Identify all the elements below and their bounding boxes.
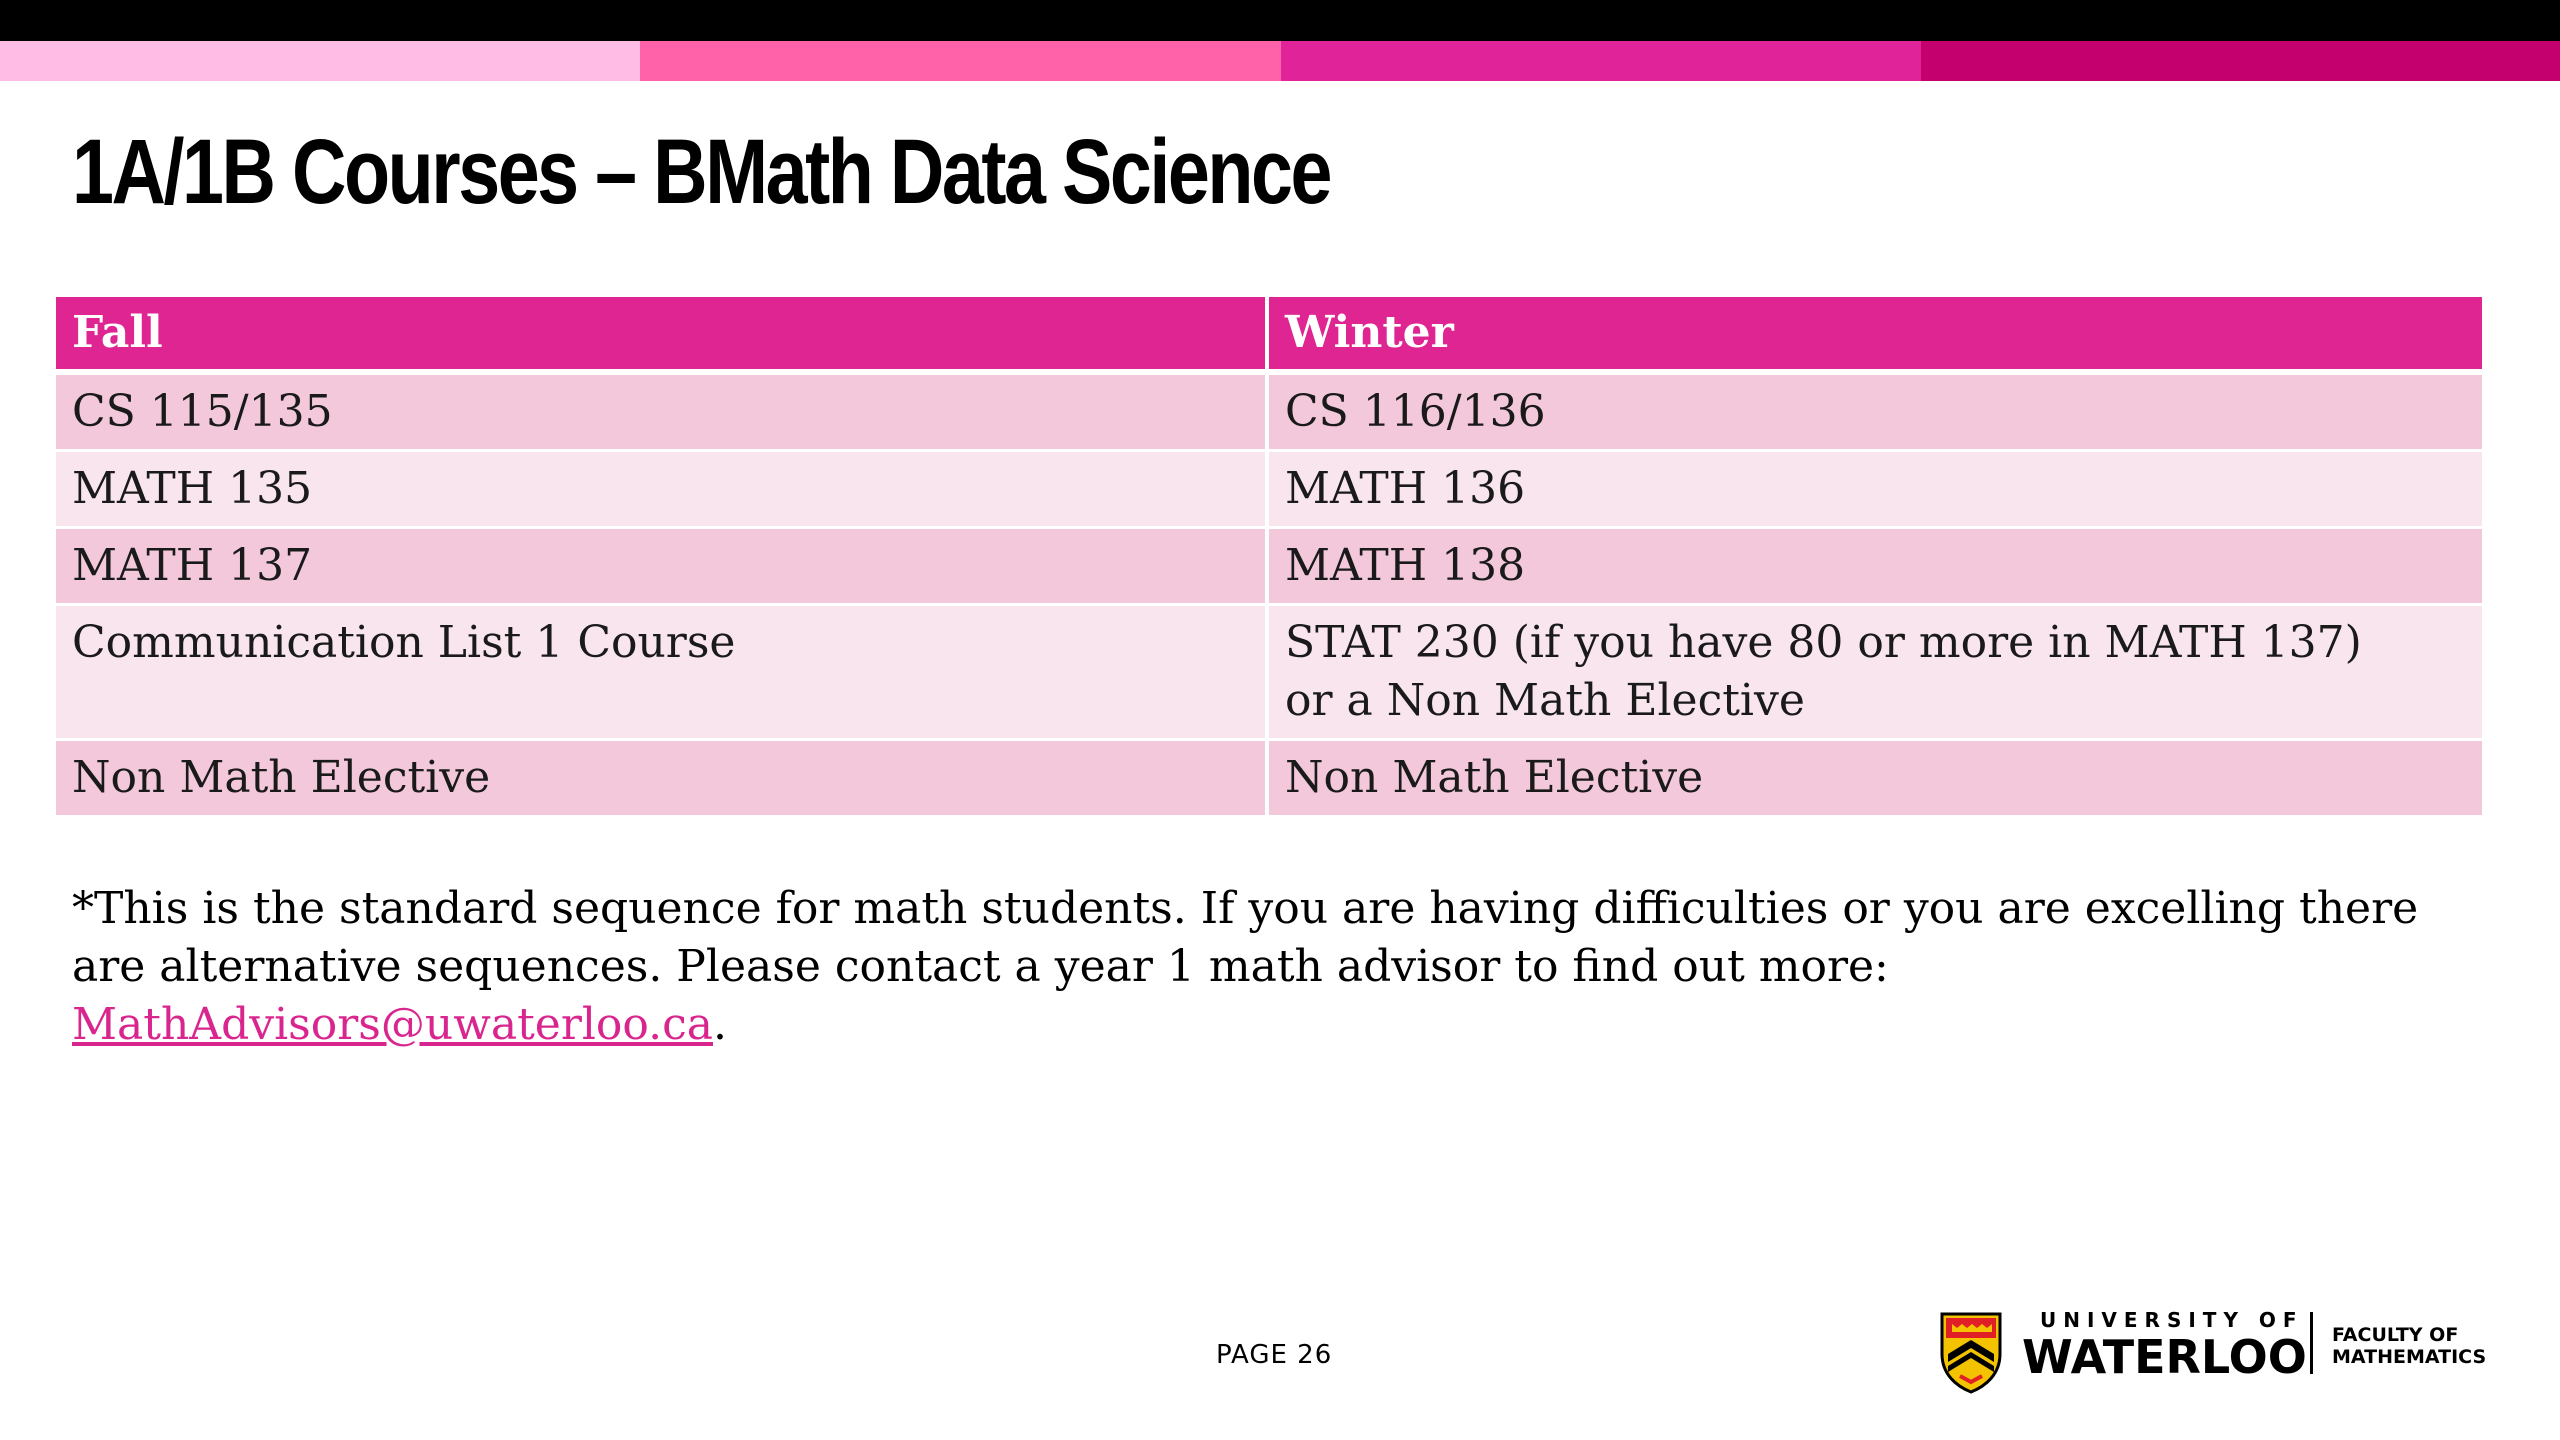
top-bar — [0, 0, 2560, 41]
winter-course: MATH 138 — [1269, 529, 2482, 606]
header-fall: Fall — [56, 297, 1269, 375]
table-row — [56, 452, 2482, 529]
winter-course — [1269, 606, 2482, 741]
color-stripe-4 — [1921, 41, 2560, 81]
university-of-text: UNIVERSITY OF — [2040, 1308, 2304, 1332]
table-row — [56, 741, 2482, 818]
fall-course: CS 115/135 — [56, 375, 1269, 452]
winter-course-line-2: or a Non Math Elective — [1285, 675, 1805, 726]
footnote-end: . — [713, 999, 727, 1050]
table-row — [56, 606, 2482, 741]
fall-course: MATH 137 — [56, 529, 1269, 606]
winter-course: Non Math Elective — [1269, 741, 2482, 818]
email-link[interactable]: MathAdvisors@uwaterloo.ca — [72, 999, 713, 1050]
fall-course: Non Math Elective — [56, 741, 1269, 818]
page-number: PAGE 26 — [1216, 1340, 1333, 1370]
color-stripe-1 — [0, 41, 640, 81]
header-winter: Winter — [1269, 297, 2482, 375]
color-stripe-2 — [640, 41, 1281, 81]
footnote — [72, 880, 2492, 1054]
footnote-text: *This is the standard sequence for math students. If you are having difficulties or you are excelling there are alternative sequences. Please contact a year 1 math advisor to find out more: — [72, 883, 2419, 992]
university-crest-icon — [1938, 1310, 2004, 1394]
faculty-line-2: MATHEMATICS — [2332, 1346, 2487, 1368]
color-stripe-3 — [1281, 41, 1921, 81]
fall-course: MATH 135 — [56, 452, 1269, 529]
fall-course: Communication List 1 Course — [56, 606, 1269, 741]
table-header-row — [56, 297, 2482, 375]
slide-title: 1A/1B Courses – BMath Data Science — [72, 121, 1331, 223]
university-logo — [1938, 1306, 2498, 1398]
table-row — [56, 529, 2482, 606]
waterloo-text: WATERLOO — [2022, 1330, 2307, 1384]
course-table — [56, 297, 2482, 818]
table-row — [56, 375, 2482, 452]
logo-divider — [2310, 1312, 2313, 1374]
faculty-text — [2332, 1324, 2486, 1368]
winter-course: MATH 136 — [1269, 452, 2482, 529]
winter-course: CS 116/136 — [1269, 375, 2482, 452]
winter-course-line-1: STAT 230 (if you have 80 or more in MATH 137) — [1285, 617, 2362, 668]
faculty-line-1: FACULTY OF — [2332, 1324, 2459, 1346]
